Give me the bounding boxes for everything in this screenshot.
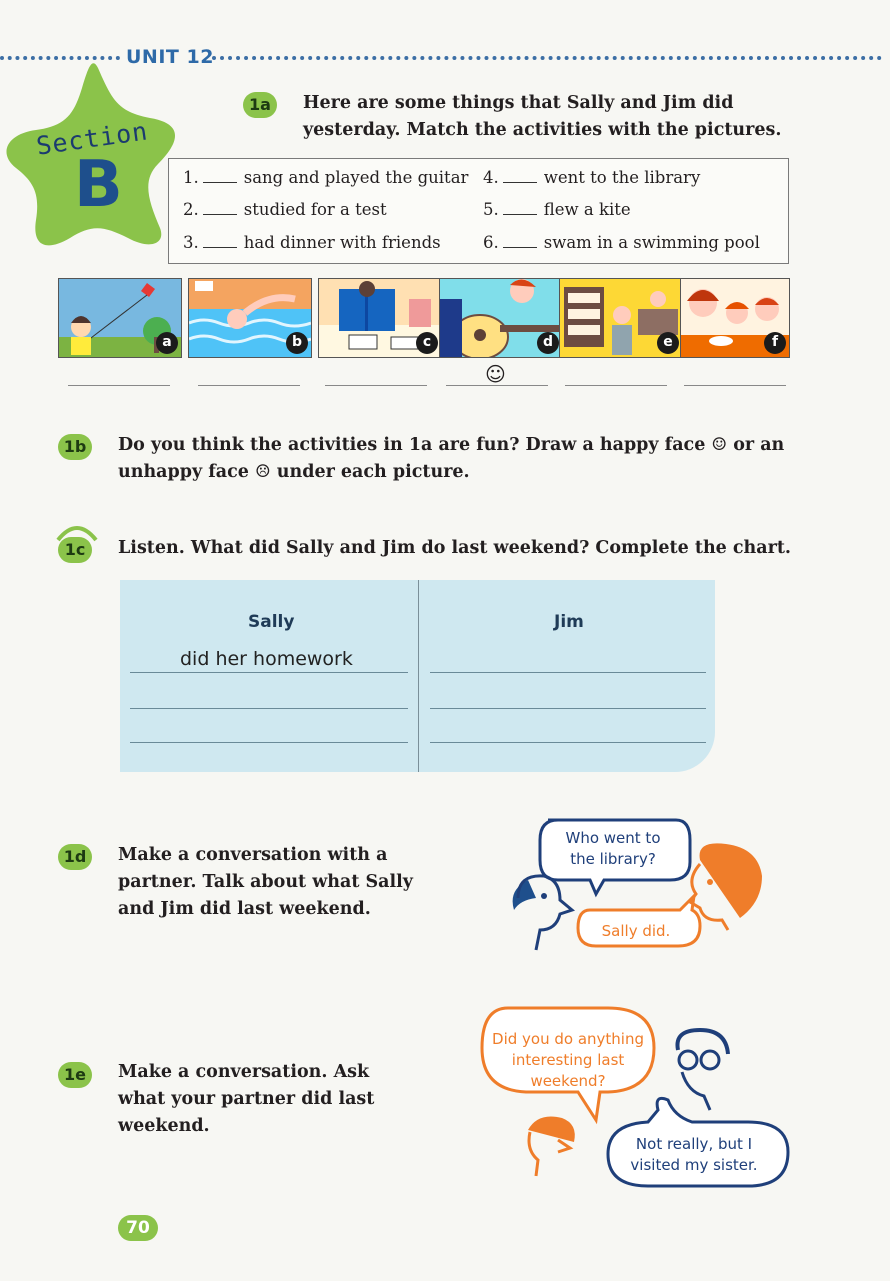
bubble-line: weekend?	[530, 1072, 606, 1090]
picture-answer-line[interactable]	[198, 385, 300, 386]
picture-label: c	[416, 332, 438, 354]
bubble-line: Not really, but I	[635, 1135, 753, 1153]
answer-blank[interactable]	[203, 246, 237, 248]
instruction-line: partner. Talk about what Sally	[118, 872, 413, 892]
answer-blank[interactable]	[503, 213, 537, 215]
picture-d-guitar	[439, 278, 563, 358]
section-label: Section	[34, 116, 150, 161]
picture-answer-line[interactable]	[565, 385, 667, 386]
activity-item	[483, 200, 631, 219]
chart-answer-line-jim[interactable]	[430, 742, 706, 743]
exercise-1b-badge: 1b	[58, 434, 92, 460]
activity-item	[183, 168, 468, 187]
bubble-line: the library?	[570, 850, 656, 868]
activity-text: sang and played the guitar	[243, 168, 469, 187]
bubble-line: Did you do anything	[492, 1030, 644, 1048]
chart-answer-line-jim[interactable]	[430, 672, 706, 673]
page-number: 70	[118, 1215, 158, 1241]
answer-blank[interactable]	[203, 213, 237, 215]
instruction-line: yesterday. Match the activities with the pictures.	[303, 120, 782, 140]
chart-answer-line-sally[interactable]	[130, 742, 408, 743]
answer-blank[interactable]	[503, 181, 537, 183]
instruction-line: what your partner did last	[118, 1089, 375, 1109]
activity-item	[483, 233, 760, 252]
instruction-line: weekend.	[118, 1116, 210, 1136]
exercise-1c-badge: 1c	[58, 537, 92, 563]
activity-number: 5.	[483, 200, 499, 219]
picture-label: d	[537, 332, 559, 354]
answer-blank[interactable]	[503, 246, 537, 248]
chart-entry-sally: did her homework	[180, 648, 353, 670]
chart-divider	[418, 580, 419, 772]
bubble-line: Who went to	[565, 829, 661, 847]
picture-label: a	[156, 332, 178, 354]
instruction-line: and Jim did last weekend.	[118, 899, 371, 919]
bubble-line: visited my sister.	[630, 1156, 758, 1174]
picture-b-swimming	[188, 278, 312, 358]
activity-number: 1.	[183, 168, 199, 187]
exercise-1d-badge: 1d	[58, 844, 92, 870]
picture-label: b	[286, 332, 308, 354]
section-letter: B	[74, 148, 123, 222]
picture-answer-line[interactable]	[684, 385, 786, 386]
activity-item	[183, 233, 441, 252]
activity-text: swam in a swimming pool	[543, 233, 760, 252]
activity-number: 3.	[183, 233, 199, 252]
bubble-line: interesting last	[511, 1051, 625, 1069]
activities-box	[168, 158, 789, 264]
picture-c-studying	[318, 278, 442, 358]
chart-header-jim: Jim	[554, 612, 584, 632]
activity-item	[183, 200, 387, 219]
chart-answer-line-sally[interactable]	[130, 708, 408, 709]
picture-label: f	[764, 332, 786, 354]
picture-answer-line[interactable]	[68, 385, 170, 386]
weekend-chart	[120, 580, 715, 772]
happy-face-example: ☺	[485, 362, 506, 386]
answer-blank[interactable]	[203, 181, 237, 183]
picture-a-kite	[58, 278, 182, 358]
exercise-1a-instruction	[303, 90, 781, 144]
picture-f-dinner	[680, 278, 790, 358]
activity-number: 4.	[483, 168, 499, 187]
instruction-line: Do you think the activities in 1a are fun? Draw a happy face ☺ or an	[118, 435, 785, 455]
instruction-line: Make a conversation. Ask	[118, 1062, 370, 1082]
speech-bubble-answer: Sally did.	[601, 922, 671, 940]
picture-label: e	[657, 332, 679, 354]
header-dotted-rule-right	[212, 56, 882, 60]
activity-item	[483, 168, 700, 187]
speech-bubble-answer	[616, 1134, 772, 1176]
exercise-1a-badge: 1a	[243, 92, 277, 118]
activity-number: 6.	[483, 233, 499, 252]
chart-answer-line-sally[interactable]	[130, 672, 408, 673]
speech-bubble-question	[548, 828, 678, 870]
activity-text: flew a kite	[543, 200, 631, 219]
exercise-1e-badge: 1e	[58, 1062, 92, 1088]
unit-title: UNIT 12	[126, 46, 214, 68]
picture-answer-line[interactable]	[325, 385, 427, 386]
activity-number: 2.	[183, 200, 199, 219]
activity-text: went to the library	[543, 168, 701, 187]
exercise-1e-instruction	[118, 1059, 374, 1140]
chart-answer-line-jim[interactable]	[430, 708, 706, 709]
activity-text: had dinner with friends	[243, 233, 441, 252]
exercise-1c-instruction: Listen. What did Sally and Jim do last weekend? Complete the chart.	[118, 538, 792, 558]
chart-header-sally: Sally	[248, 612, 295, 632]
activity-text: studied for a test	[243, 200, 387, 219]
speech-bubble-question	[488, 1029, 648, 1092]
instruction-line: Here are some things that Sally and Jim did	[303, 93, 734, 113]
instruction-line: Make a conversation with a	[118, 845, 388, 865]
instruction-line: unhappy face ☹ under each picture.	[118, 462, 470, 482]
picture-e-library	[559, 278, 683, 358]
exercise-1b-instruction	[118, 432, 784, 486]
exercise-1d-instruction	[118, 842, 413, 923]
